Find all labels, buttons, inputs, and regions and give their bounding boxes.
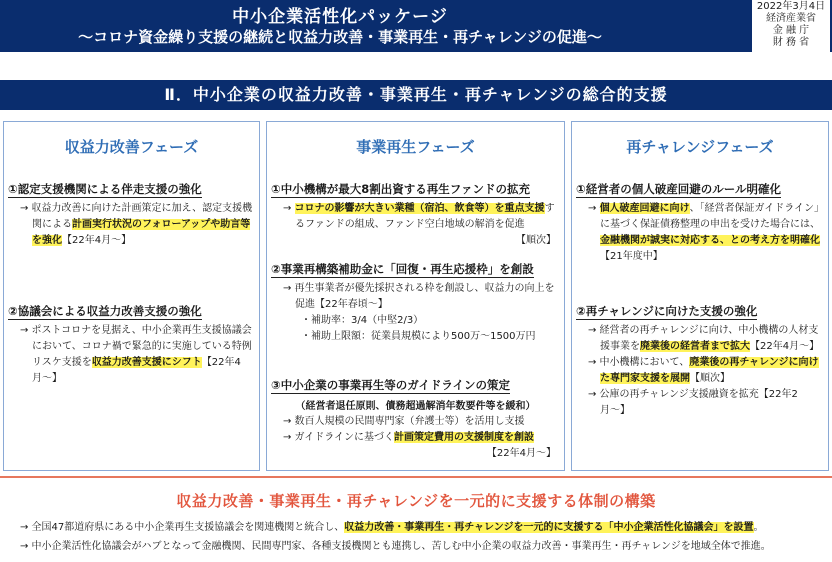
item-bullet: → 個人破産回避に向け、「経営者保証ガイドライン」に基づく保証債務整理の申出を受けた場合には、金融機関が誠実に対応する、との考え方を明確化【21年度中】 <box>588 203 820 262</box>
item-tag: 【順次】 <box>516 235 556 246</box>
item-heading: ②協議会による収益力改善支援の強化 <box>8 304 202 318</box>
page-title: 中小企業活性化パッケージ <box>232 7 448 27</box>
list-item <box>267 374 564 462</box>
list-item <box>572 300 828 419</box>
phase-title: 再チャレンジフェーズ <box>626 138 774 156</box>
list-item <box>572 178 828 265</box>
item-heading: ①中小機構が最大8割出資する再生ファンドの拡充 <box>271 182 531 196</box>
item-bullet: → 中小機構において、廃業後の再チャレンジに向けた専門家支援を展開【順次】 <box>588 357 819 384</box>
column-rechallenge <box>571 121 829 471</box>
page-subtitle: 〜コロナ資金繰り支援の継続と収益力改善・事業再生・再チャレンジの促進〜 <box>78 28 602 46</box>
item-bullet: → 経営者の再チャレンジに向け、中小機構の人材支援事業を廃業後の経営者まで拡大【22年4月〜】 <box>588 325 820 352</box>
column-business-revitalization <box>266 121 565 471</box>
item-heading: ①経営者の個人破産回避のルール明確化 <box>576 182 782 196</box>
item-heading: ②再チャレンジに向けた支援の強化 <box>576 304 758 318</box>
bottom-line: → 中小企業活性化協議会がハブとなって金融機関、民間専門家、各種支援機関とも連携し、苦しむ中小企業の収益力改善・事業再生・再チャレンジを地域全体で推進。 <box>20 541 771 552</box>
org-1: 経済産業省 <box>766 13 816 24</box>
column-profit-improvement <box>3 121 260 471</box>
org-2: 金 融 庁 <box>772 25 810 36</box>
item-tag: 【22年4月〜】 <box>486 448 556 459</box>
item-heading: ②事業再構築補助金に「回復・再生応援枠」を創設 <box>271 262 534 276</box>
item-subbullet: ・補助上限額：従業員規模により500万〜1500万円 <box>301 331 536 342</box>
item-bullet: → 再生事業者が優先採択される枠を創設し、収益力の向上を促進【22年春頃〜】 <box>283 283 555 310</box>
list-item <box>4 300 259 387</box>
date: 2022年3月4日 <box>756 1 826 12</box>
item-bullet: → ポストコロナを見据え、中小企業再生支援協議会において、コロナ禍で緊急的に実施している特例リスケ支援を収益力改善支援にシフト【22年4月〜】 <box>20 325 252 384</box>
item-bullet: → 公庫の再チャレンジ支援融資を拡充【22年2月〜】 <box>588 389 798 416</box>
item-heading: ①認定支援機関による伴走支援の強化 <box>8 182 202 196</box>
list-item <box>4 178 259 249</box>
item-heading: ③中小企業の事業再生等のガイドラインの策定 <box>271 378 511 392</box>
list-item <box>267 178 564 249</box>
bottom-title: 収益力改善・事業再生・再チャレンジを一元的に支援する体制の構築 <box>176 492 656 510</box>
item-bullet: → 収益力改善に向けた計画策定に加え、認定支援機関による計画実行状況のフォローアップや助言等を強化【22年4月〜】 <box>20 203 253 246</box>
phase-title: 収益力改善フェーズ <box>64 138 199 156</box>
item-bullet: → ガイドラインに基づく計画策定費用の支援制度を創設 <box>283 432 534 443</box>
section-title: Ⅱ．中小企業の収益力改善・事業再生・再チャレンジの総合的支援 <box>0 80 832 110</box>
item-subbullet: ・補助率：3/4（中堅2/3） <box>301 315 424 326</box>
item-subheading: （経営者退任原則、債務超過解消年数要件等を緩和） <box>295 401 536 412</box>
bottom-line: → 全国47都道府県にある中小企業再生支援協議会を関連機関と統合し、収益力改善・事業再生・再チャレンジを一元的に支援する「中小企業活性化協議会」を設置。 <box>20 522 764 533</box>
bottom-panel <box>0 476 832 562</box>
item-bullet: → 数百人規模の民間専門家（弁護士等）を活用し支援 <box>283 416 525 427</box>
phase-title: 事業再生フェーズ <box>356 138 475 156</box>
header-bar <box>0 0 832 52</box>
list-item <box>267 258 564 345</box>
org-3: 財 務 省 <box>772 37 810 48</box>
item-bullet: → コロナの影響が大きい業種（宿泊、飲食等）を重点支援するファンドの組成、ファンド空白地域の解消を促進 <box>283 203 555 230</box>
date-box <box>752 0 830 52</box>
